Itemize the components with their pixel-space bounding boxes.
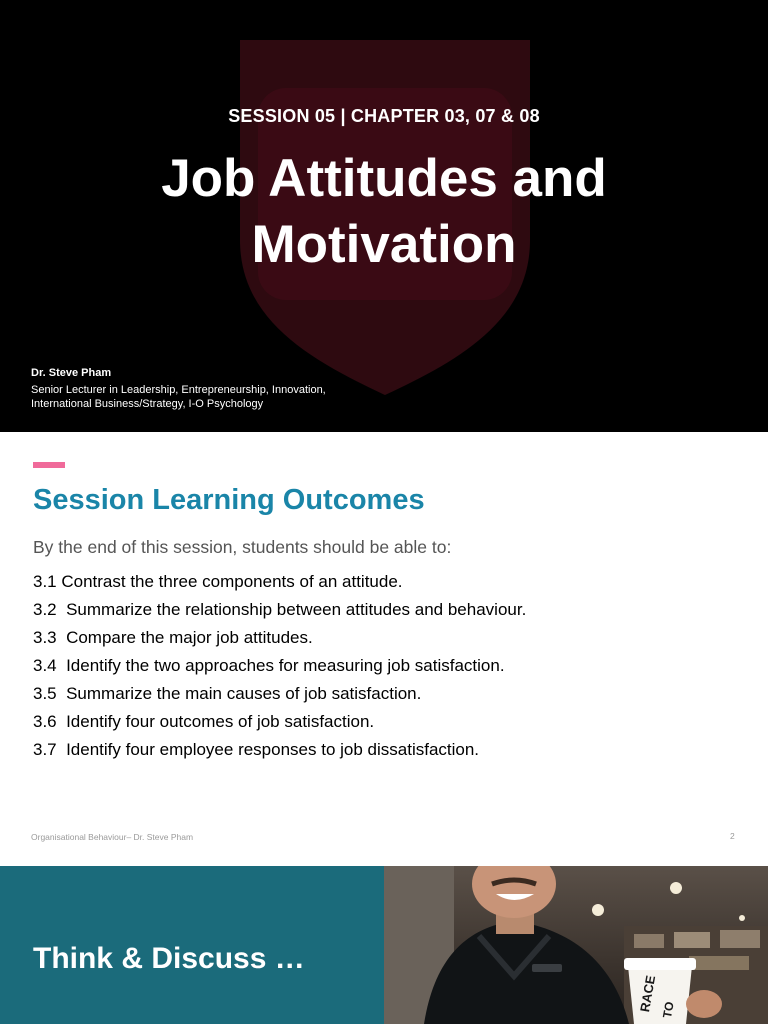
- outcome-item: 3.4 Identify the two approaches for measuring job satisfaction.: [33, 656, 505, 675]
- outcomes-list: [33, 568, 526, 764]
- accent-bar: [33, 462, 65, 468]
- author-role-line-1: Senior Lecturer in Leadership, Entrepreneurship, Innovation,: [31, 384, 326, 396]
- title-line-1: Job Attitudes and: [161, 149, 607, 208]
- title-slide: [0, 0, 768, 432]
- man-with-coffee-photo: [384, 866, 768, 1024]
- slide-title: [0, 146, 768, 278]
- slide-footer: Organisational Behaviour– Dr. Steve Pham: [31, 832, 194, 842]
- author-role: [31, 383, 361, 411]
- author-name: Dr. Steve Pham: [31, 367, 112, 379]
- outcomes-heading: Session Learning Outcomes: [33, 484, 425, 516]
- outcome-item: 3.2 Summarize the relationship between attitudes and behaviour.: [33, 600, 527, 619]
- outcome-item: 3.5 Summarize the main causes of job satisfaction.: [33, 684, 422, 703]
- outcome-item: 3.7 Identify four employee responses to job dissatisfaction.: [33, 740, 480, 759]
- outcome-item: 3.6 Identify four outcomes of job satisfaction.: [33, 712, 375, 731]
- discuss-slide: [0, 866, 768, 1024]
- discuss-title: Think & Discuss …: [33, 942, 305, 975]
- cup-text-1: RACE: [637, 974, 659, 1014]
- outcome-item: 3.3 Compare the major job attitudes.: [33, 628, 313, 647]
- cup-text-2: TO: [660, 1000, 677, 1020]
- author-role-line-2: International Business/Strategy, I-O Psychology: [31, 398, 264, 410]
- outcome-item: 3.1 Contrast the three components of an attitude.: [33, 572, 403, 591]
- outcomes-slide: [0, 432, 768, 866]
- page-number: 2: [730, 831, 735, 841]
- discuss-panel: [0, 866, 384, 1024]
- title-line-2: Motivation: [251, 215, 517, 274]
- session-label: SESSION 05 | CHAPTER 03, 07 & 08: [228, 106, 540, 126]
- outcomes-intro: By the end of this session, students should be able to:: [33, 537, 452, 557]
